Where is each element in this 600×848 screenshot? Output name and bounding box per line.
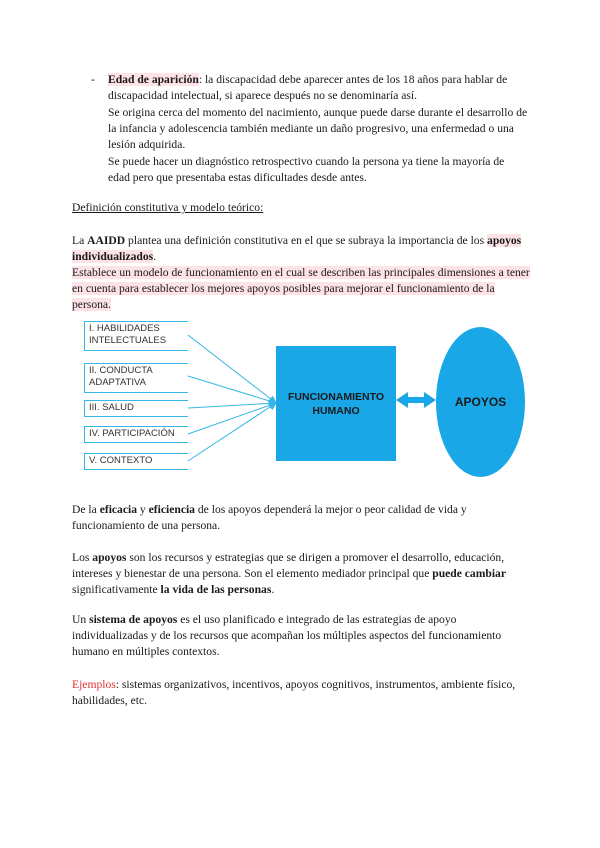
dimension-box: IV. PARTICIPACIÓN [84,426,188,443]
functioning-diagram [74,313,530,483]
highlight-text: Establece un modelo de funcionamiento en el cual se describen las principales dimensiones a tener en cuenta para establecer los mejores apoyos posibles para mejorar el funcionamiento de la persona. [72,266,530,312]
arrow-line [188,403,276,461]
section-heading: Definición constitutiva y modelo teórico: [72,201,264,214]
arrow-line [188,335,276,403]
paragraph-apoyos: Los apoyos son los recursos y estrategias que se dirigen a promover el desarrollo, educación, intereses y bienestar de una persona. Son el elemento mediador principal que puede cambiar significativamente la vida de las personas. [72,551,506,597]
arrow-line [188,376,276,403]
paragraph-aaidd: La AAIDD plantea una definición constitutiva en el que se subraya la importancia de los apoyos individualizados. [72,234,522,264]
paragraph-sistema: Un sistema de apoyos es el uso planificado e integrado de las estrategias de apoyo individualizadas y de los recursos que acompañan los múltiples aspectos del funcionamiento humano en múltiples contextos. [72,613,502,659]
paragraph-model [72,265,532,314]
double-arrow [396,392,436,408]
bullet-term: Edad de aparición [108,73,199,86]
dimension-box: I. HABILIDADES INTELECTUALES [84,321,188,351]
bullet-dash: - [91,73,95,86]
paragraph-ejemplos: Ejemplos: sistemas organizativos, incentivos, apoyos cognitivos, instrumentos, ambiente físico, habilidades, etc. [72,678,516,708]
supports-ellipse: APOYOS [436,327,525,477]
bullet-text-2: Se origina cerca del momento del nacimiento, aunque puede darse durante el desarrollo de la infancia y adolescencia también mediante un daño progresivo, una enfermedad o una lesión adquirida. [108,106,528,152]
dimension-box: III. SALUD [84,400,188,417]
bullet-line1: : la discapacidad debe aparecer antes de los 18 años para hablar de discapacidad intelectual, si aparece después no se denominaría así. [108,73,508,103]
dimension-box: V. CONTEXTO [84,453,188,470]
bullet-text-3: Se puede hacer un diagnóstico retrospectivo cuando la persona ya tiene la mayoría de edad pero que presentaba estas dificultades desde antes. [108,155,505,185]
examples-label: Ejemplos [72,678,116,691]
paragraph-eficacia: De la eficacia y eficiencia de los apoyos dependerá la mejor o peor calidad de vida y funcionamiento de una persona. [72,503,467,533]
dimension-box: II. CONDUCTA ADAPTATIVA [84,363,188,393]
center-box: FUNCIONAMIENTO HUMANO [276,346,396,461]
bullet-text-1 [108,72,528,104]
